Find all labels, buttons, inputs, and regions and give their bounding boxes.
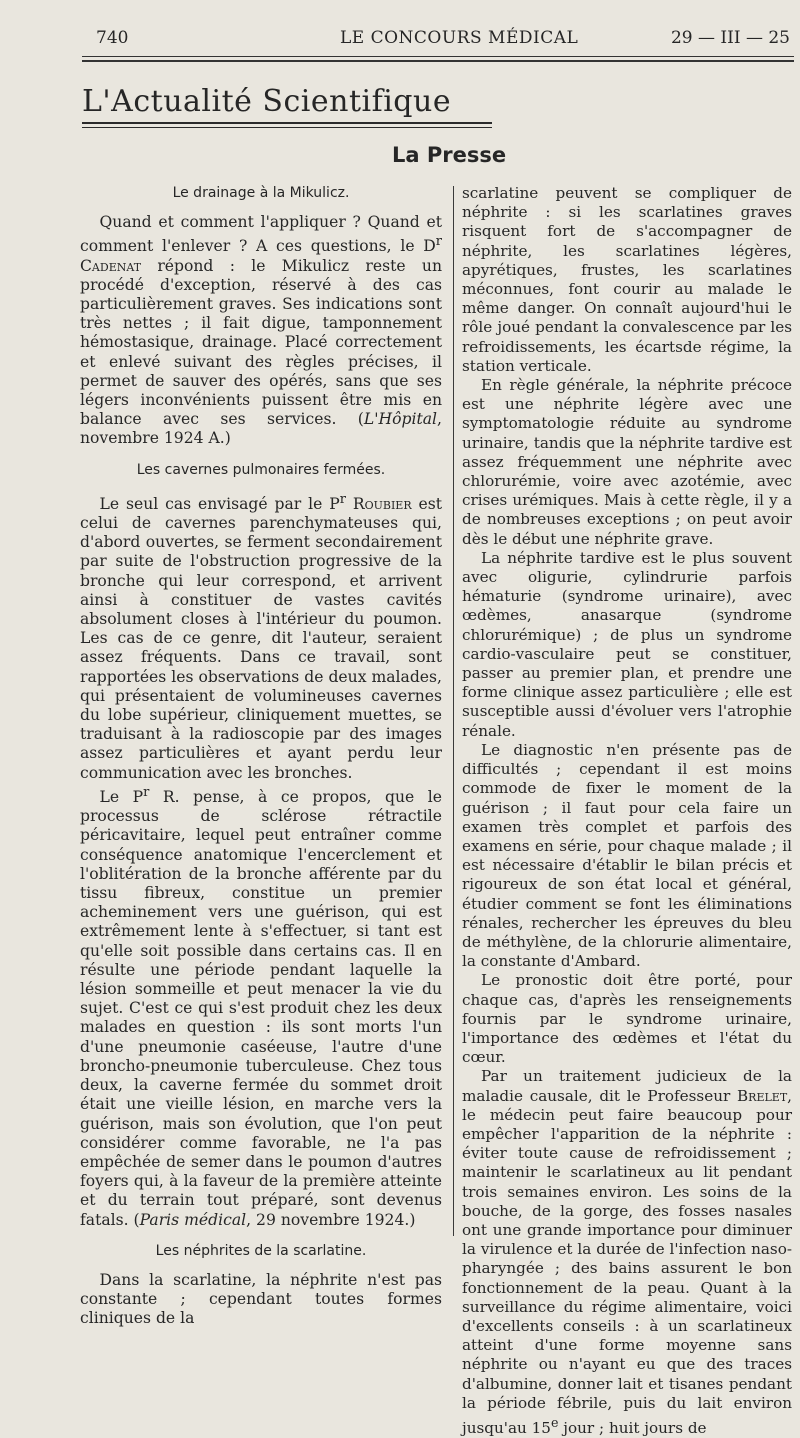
text-run: répond : le Mikulicz reste un procédé d'exception, réservé à des cas particulièrement graves. Ses indications sont très nettes ; il fait digue, tamponnement hémostasique, drainage. Placé correctement et enlevé suivant des règles précises, il permet de sauver des opérés, sans que ses légers inconvénients puissent être mis en balance avec ses services. ( xyxy=(80,256,442,429)
running-head xyxy=(96,26,792,52)
right-column xyxy=(462,184,792,1438)
section-title-rule-thin xyxy=(82,127,492,128)
article-title-drainage: Le drainage à la Mikulicz. xyxy=(172,185,350,201)
superscript: r xyxy=(339,491,346,507)
article-nephrites-paragraph-5: Le pronostic doit être porté, pour chaque cas, d'après les renseignements fournis par le syndrome urinaire, l'importance des œdèmes et l'état du cœur. xyxy=(462,971,792,1067)
article-cavernes-paragraph-2 xyxy=(80,783,442,1230)
text-run: , 29 novembre 1924.) xyxy=(246,1210,416,1229)
subsection-title: La Presse xyxy=(392,143,507,167)
column-divider xyxy=(453,186,454,1236)
superscript: r xyxy=(435,234,442,250)
section-title: L'Actualité Scientifique xyxy=(82,84,452,119)
text-run: est celui de cavernes parenchymateuses qui, d'abord ouvertes, se ferment secondairement par suite de l'obstruction progressive de la bronche qui leur correspond, et arrivent ainsi à constituer de vastes cavités absolument closes à l'intérieur du poumon. Les cas de ce genre, dit l'auteur, seraient assez fréquents. Dans ce travail, sont rapportées les observations de deux malades, qui présentaient de volumineuses cavernes du lobe supérieur, cliniquement muettes, se traduisant à la radioscopie par des images assez particulières et ayant perdu leur communication avec les bronches. xyxy=(80,494,442,782)
author-name: Cadenat xyxy=(80,256,142,275)
text-run: Le seul cas envisagé par le P xyxy=(99,494,340,513)
article-cavernes-paragraph-1 xyxy=(80,490,442,783)
text-run: Par un traitement judicieux de la maladie causale, dit le Professeur xyxy=(462,1067,792,1105)
source-citation: L'Hôpital xyxy=(363,410,438,429)
author-name: Brelet xyxy=(737,1086,788,1105)
article-nephrites-paragraph-4: Le diagnostic n'en présente pas de difficultés ; cependant il est moins commode de fixer le moment de la guérison ; il faut pour cela faire un examen très complet et parfois des examens en série, pour chaque malade ; il est nécessaire d'établir le bilan précis et rigoureux de son état local et général, étudier comment se font les éliminations rénales, rechercher les épreuves du bleu de méthylène, de la chlorurie alimentaire, la constante d'Ambard. xyxy=(462,740,792,971)
superscript: r xyxy=(143,784,150,800)
article-nephrites-paragraph-6 xyxy=(462,1067,792,1438)
page-number: 740 xyxy=(96,28,129,48)
superscript: e xyxy=(550,1415,559,1430)
text-run: Quand et comment l'appliquer ? Quand et comment l'enlever ? A ces questions, le D xyxy=(80,213,442,256)
article-title-nephrites: Les néphrites de la scarlatine. xyxy=(155,1242,367,1259)
article-nephrites-paragraph-1-cont: scarlatine peuvent se compliquer de néphrite : si les scarlatines graves risquent fort de s'accompagner de néphrite, les scarlatines légères, apyrétiques, frustes, les scarlatines méconnues, font courir au malade le même danger. On connaît aujourd'hui le rôle joué pendant la convalescence par les refroidissements, les écartsde régime, la station verticale. xyxy=(462,184,792,375)
text-run: jour ; huit jours de xyxy=(558,1419,707,1438)
section-title-rule xyxy=(82,122,492,124)
header-rule xyxy=(82,56,794,57)
article-nephrites-paragraph-3: La néphrite tardive est le plus souvent avec oligurie, cylindrurie parfois hématurie (syndrome urinaire), avec œdèmes, anasarque (syndrome chlorurémique) ; de plus un syndrome cardio-vasculaire peut se constituer, passer au premier plan, et prendre une forme clinique assez particulière ; elle est susceptible aussi d'évoluer vers l'atrophie rénale. xyxy=(462,548,792,740)
header-rule-thick xyxy=(82,60,794,62)
article-nephrites-paragraph-2: En règle générale, la néphrite précoce est une néphrite légère avec une symptomatologie réduite au syndrome urinaire, tandis que la néphrite tardive est assez fréquemment une néphrite avec chlorurémie, voire avec azotémie, avec crises urémiques. Mais à cette règle, il y a de nombreuses exceptions ; on peut avoir dès le début une néphrite grave. xyxy=(462,376,792,548)
text-run: , novembre 1924 A.) xyxy=(80,410,442,448)
text-run: , le médecin peut faire beaucoup pour empêcher l'apparition de la néphrite : éviter toute cause de refroidissement ; maintenir le scarlatineux au lit pendant trois semaines environ. Les soins de la bouche, de la gorge, des fosses nasales ont une grande importance pour diminuer la virulence et la durée de l'infection naso-pharyngée ; des bains assurent le bon fonctionnement de la peau. Quant à la surveillance du régime alimentaire, voici d'excellents conseils : à un scarlatineux atteint d'une forme moyenne sans néphrite ou n'ayant eu que des traces d'albumine, donner lait et tisanes pendant la période fébrile, puis du lait environ jusqu'au 15 xyxy=(462,1086,792,1438)
issue-date: 29 — III — 25 xyxy=(670,28,790,48)
text-run: R. pense, à ce propos, que le processus de sclérose rétractile péricavitaire, lequel peut entraîner comme conséquence anatomique l'encerclement et l'oblitération de la bronche afférente par du tissu fibreux, constitue un premier acheminement vers une guérison, qui est extrêmement lente à s'effectuer, si tant est qu'elle soit possible dans certains cas. Il en résulte une période pendant laquelle la lésion sommeille et peut menacer la vie du sujet. C'est ce qui s'est produit chez les deux malades en question : ils sont morts l'un d'une pneumonie caséeuse, l'autre d'une broncho-pneumonie tuberculeuse. Chez tous deux, la caverne fermée du sommet droit était une vieille lésion, en marche vers la guérison, mais son évolution, que l'on peut considérer comme favorable, ne l'a pas empêchée de semer dans le poumon d'autres foyers qui, à la faveur de la première atteinte et du terrain tout préparé, sont devenus fatals. ( xyxy=(80,788,442,1229)
author-name: Roubier xyxy=(352,494,412,513)
journal-title: LE CONCOURS MÉDICAL xyxy=(340,28,579,48)
article-title-cavernes: Les cavernes pulmonaires fermées. xyxy=(136,461,386,478)
source-citation: Paris médical xyxy=(139,1210,247,1229)
text-run: Le P xyxy=(99,788,144,807)
article-drainage-paragraph xyxy=(80,213,442,449)
article-nephrites-paragraph-1-start: Dans la scarlatine, la néphrite n'est pas constante ; cependant toutes formes cliniques de la xyxy=(80,1270,442,1328)
left-column xyxy=(80,184,442,1328)
